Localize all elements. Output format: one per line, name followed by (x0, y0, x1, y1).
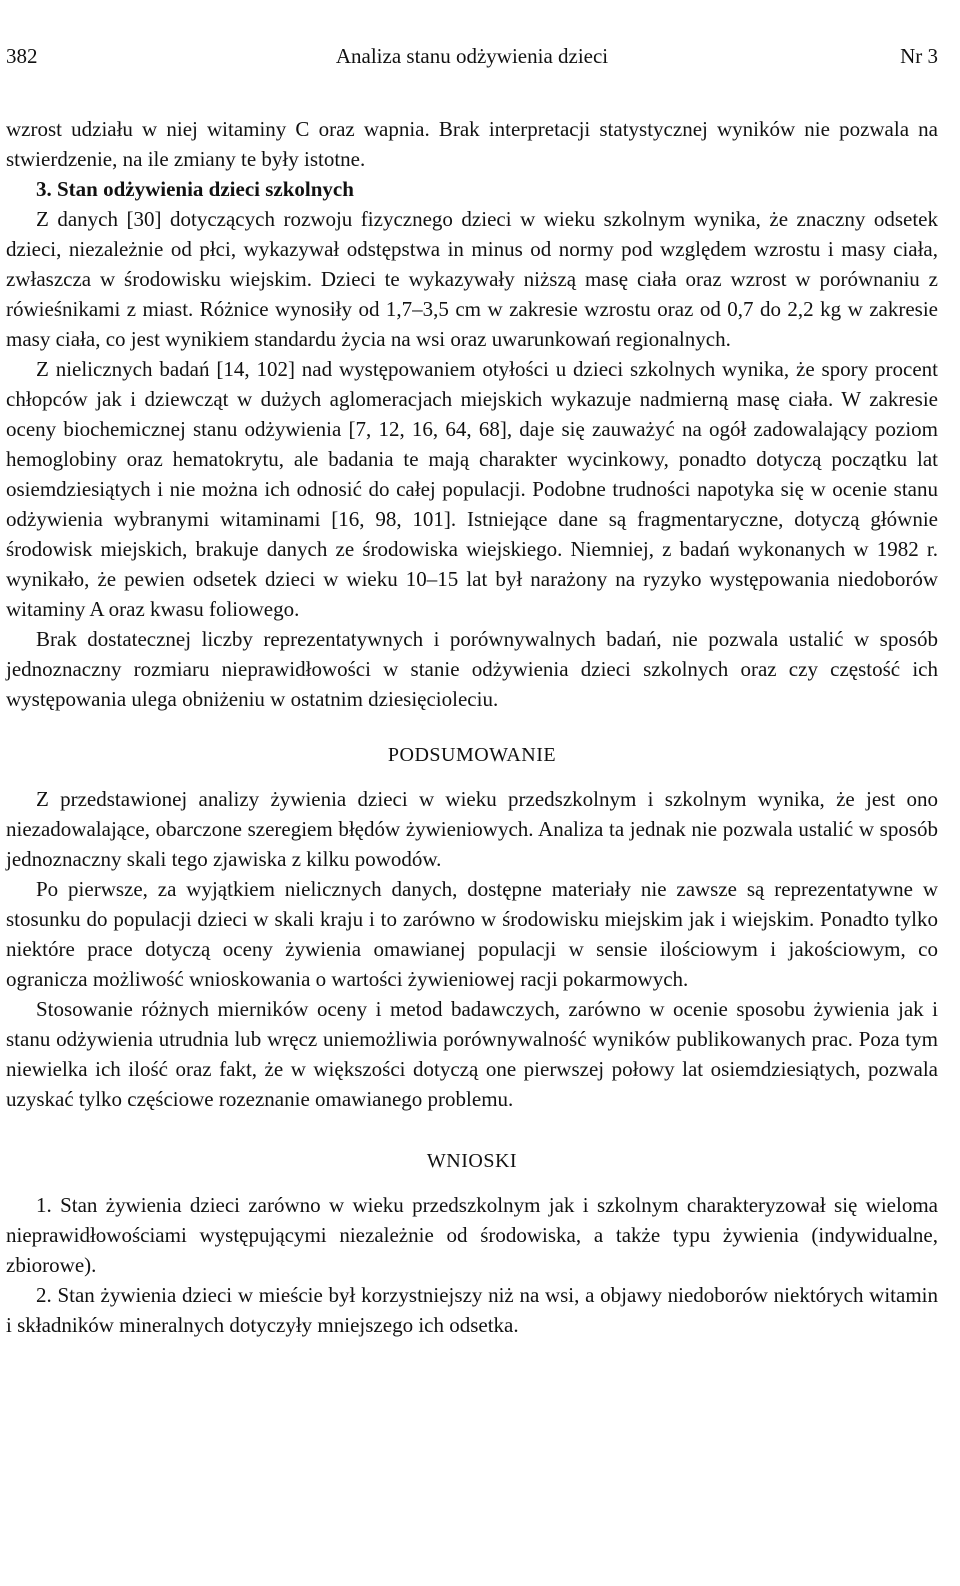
paragraph-continuation: wzrost udziału w niej witaminy C oraz wapnia. Brak interpretacji statystycznej wyników nie pozwala na stwierdzenie, na ile zmiany te były istotne. (6, 117, 938, 171)
summary-heading: PODSUMOWANIE (387, 744, 557, 766)
summary-paragraph: Stosowanie różnych mierników oceny i metod badawczych, zarówno w ocenie sposobu żywienia jak i stanu odżywienia utrudnia lub wręcz uniemożliwia porównywalność wyników publikowanych prac. Poza tym niewielka ich ilość oraz fakt, że w większości dotyczą one pierwszej połowy lat osiemdziesiątych, pozwala uzyskać tylko częściowe rozeznanie omawianego problemu. (6, 997, 938, 1111)
section-heading: 3. Stan odżywienia dzieci szkolnych (36, 177, 354, 201)
paragraph: Z danych [30] dotyczących rozwoju fizycznego dzieci w wieku szkolnym wynika, że znaczny odsetek dzieci, niezależnie od płci, wykazywał odstępstwa in minus od normy pod względem wzrostu i masy ciała, zwłaszcza w środowisku wiejskim. Dzieci te wykazywały niższą masę ciała oraz wzrost w porównaniu z rówieśnikami z miast. Różnice wynosiły od 1,7–3,5 cm w zakresie wzrostu oraz od 0,7 do 2,2 kg w zakresie masy ciała, co jest wynikiem standardu życia na wsi oraz uwarunkowań regionalnych. (6, 207, 938, 351)
running-title: Analiza stanu odżywienia dzieci (335, 44, 609, 68)
running-header (6, 44, 938, 84)
issue-number: Nr 3 (900, 44, 938, 68)
article-body (6, 114, 938, 1340)
paragraph: Z nielicznych badań [14, 102] nad występowaniem otyłości u dzieci szkolnych wynika, że spory procent chłopców jak i dziewcząt w dużych aglomeracjach miejskich wykazuje nadmierną masę ciała. W zakresie oceny biochemicznej stanu odżywienia [7, 12, 16, 64, 68], daje się zauważyć na ogół zadowalający poziom hemoglobiny oraz hematokrytu, ale badania te mają charakter wycinkowy, ponadto dotyczą początku lat osiemdziesiątych i nie można ich odnosić do całej populacji. Podobne trudności napotyka się w ocenie stanu odżywienia wybranymi witaminami [16, 98, 101]. Istniejące dane są fragmentaryczne, dotyczą głównie środowisk miejskich, brakuje danych ze środowiska wiejskiego. Niemniej, z badań wykonanych w 1982 r. wynikało, że pewien odsetek dzieci w wieku 10–15 lat był narażony na ryzyko występowania niedoborów witaminy A oraz kwasu foliowego. (6, 357, 938, 621)
paragraph: Brak dostatecznej liczby reprezentatywnych i porównywalnych badań, nie pozwala ustalić w sposób jednoznaczny rozmiaru nieprawidłowości w stanie odżywienia dzieci szkolnych oraz czy częstość ich występowania ulega obniżeniu w ostatnim dziesięcioleciu. (6, 627, 938, 711)
conclusions-heading: WNIOSKI (426, 1150, 518, 1172)
summary-paragraph: Z przedstawionej analizy żywienia dzieci w wieku przedszkolnym i szkolnym wynika, że jest ono niezadowalające, obarczone szeregiem błędów żywieniowych. Analiza ta jednak nie pozwala ustalić w sposób jednoznaczny skali tego zjawiska z kilku powodów. (6, 787, 938, 871)
page-number: 382 (6, 44, 38, 68)
summary-paragraph: Po pierwsze, za wyjątkiem nielicznych danych, dostępne materiały nie zawsze są reprezentatywne w stosunku do populacji dzieci w skali kraju i to zarówno w środowisku miejskim jak i wiejskim. Ponadto tylko niektóre prace dotyczą oceny żywienia omawianej populacji w sensie ilościowym i jakościowym, co ogranicza możliwość wnioskowania o wartości żywieniowej racji pokarmowych. (6, 877, 938, 991)
conclusion-item: 2. Stan żywienia dzieci w mieście był korzystniejszy niż na wsi, a objawy niedoborów niektórych witamin i składników mineralnych dotyczyły mniejszego ich odsetka. (6, 1283, 938, 1337)
conclusion-item: 1. Stan żywienia dzieci zarówno w wieku przedszkolnym jak i szkolnym charakteryzował się wieloma nieprawidłowościami występującymi niezależnie od środowiska, a także typu żywienia (indywidualne, zbiorowe). (6, 1193, 938, 1277)
